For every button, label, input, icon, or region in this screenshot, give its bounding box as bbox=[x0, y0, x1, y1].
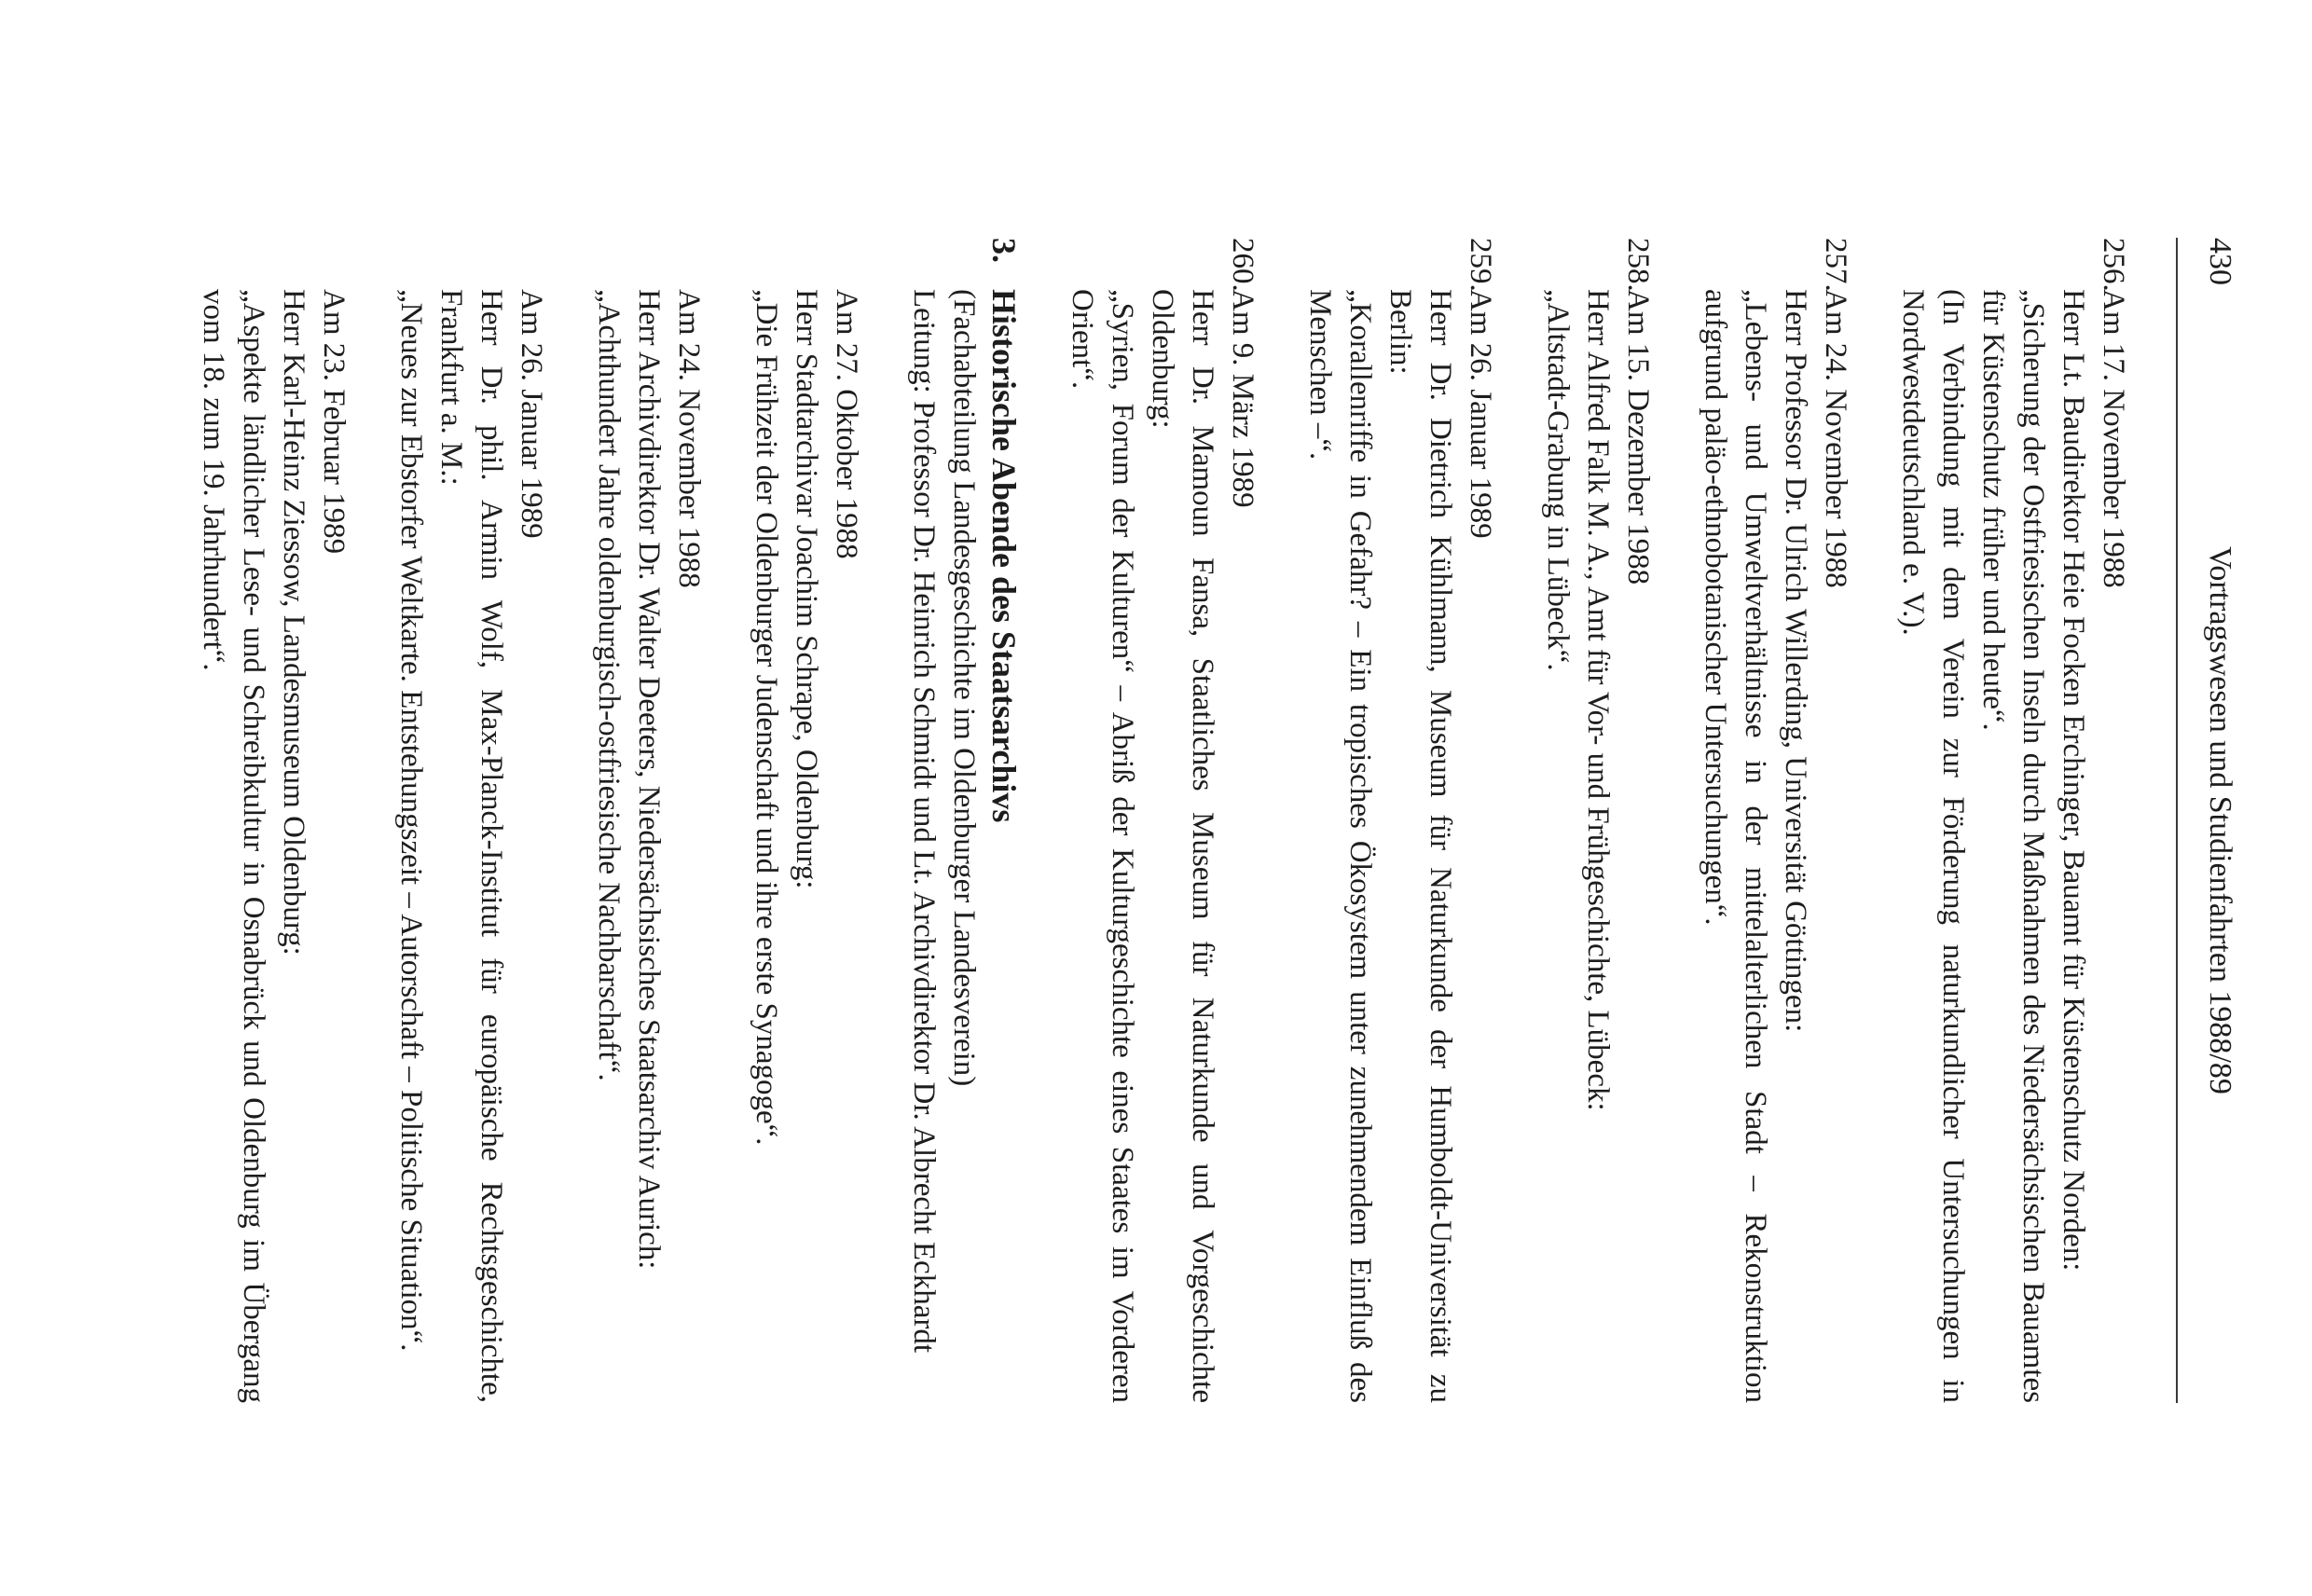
section-title: Historische Abende des Staatsarchivs bbox=[985, 289, 1023, 823]
talk-speaker: Herr Archivdirektor Dr. Walter Deeters, Niedersächsisches Staatsarchiv Aurich: bbox=[632, 289, 666, 1270]
section-number: 3. bbox=[985, 238, 1023, 263]
talk-speaker: Herr Dr. phil. Armin Wolf, Max-Planck-Institut für europäische Rechtsgeschichte, Frankfurt a. M.: bbox=[434, 289, 508, 1403]
lecture-entry-260 bbox=[1062, 238, 1262, 1403]
talk-title: „Die Frühzeit der Oldenburger Judenschaft und ihre erste Synagoge“. bbox=[750, 289, 783, 1146]
talk-date: Am 27. Oktober 1988 bbox=[830, 289, 863, 559]
section-heading bbox=[984, 238, 1025, 1403]
entry-title: „Lebens- und Umweltverhältnisse in der mittelalterlichen Stadt – Rekonstruktion aufgrund paläo-ethnobotanischer Untersuchungen“. bbox=[1699, 289, 1772, 1403]
entry-title: „Sicherung der Ostfriesischen Inseln durch Maßnahmen des Niedersächsischen Bauamtes für Küstenschutz früher und heute“. bbox=[1976, 289, 2050, 1403]
entry-date: Am 24. November 1988 bbox=[1819, 289, 1852, 588]
page-number: 430 bbox=[2203, 238, 2237, 285]
section-subtitle-line-2: Leitung: Professor Dr. Heinrich Schmidt und Lt. Archivdirektor Dr. Albrecht Eckhardt bbox=[907, 289, 941, 1354]
historical-talk-4 bbox=[193, 238, 353, 1403]
historical-talk-3 bbox=[391, 238, 551, 1403]
lecture-entry-259 bbox=[1300, 238, 1500, 1403]
talk-title: „Neues zur Ebstorfer Weltkarte. Entstehungszeit – Autorschaft – Politische Situation“. bbox=[394, 289, 428, 1352]
entry-note: (In Verbindung mit dem Verein zur Förderung naturkundlicher Untersuchungen in Nordwestdeutschland e. V.). bbox=[1896, 289, 1970, 1403]
page-content bbox=[156, 238, 2133, 1403]
entry-speaker: Herr Dr. Dietrich Kühlmann, Museum für Naturkunde der Humboldt-Universität zu Berlin: bbox=[1383, 289, 1457, 1403]
running-title: Vortragswesen und Studienfahrten 1988/89 bbox=[2203, 546, 2237, 1094]
entry-date: Am 17. November 1988 bbox=[2097, 289, 2130, 588]
entry-speaker: Herr Professor Dr. Ulrich Willerding, Universität Göttingen: bbox=[1779, 289, 1812, 1033]
talk-date: Am 23. Februar 1989 bbox=[317, 289, 351, 555]
entry-date: Am 26. Januar 1989 bbox=[1464, 289, 1497, 539]
page-header bbox=[2176, 238, 2247, 1403]
section-subtitle-line-1: (Fachabteilung Landesgeschichte im Oldenburger Landesverein) bbox=[947, 289, 981, 1087]
entry-date: Am 15. Dezember 1988 bbox=[1621, 289, 1655, 585]
entry-number: 256. bbox=[2097, 238, 2130, 292]
entry-speaker: Herr Alfred Falk M. A., Amt für Vor- und Frühgeschichte, Lübeck: bbox=[1581, 289, 1615, 1111]
entry-number: 258. bbox=[1621, 238, 1655, 292]
talk-title: „Aspekte ländlicher Lese- und Schreibkultur in Osnabrück und Oldenburg im Übergang vom 18. zum 19. Jahrhundert“. bbox=[197, 289, 270, 1403]
entry-title: „Korallenriffe in Gefahr? – Ein tropisches Ökosystem unter zunehmendem Einfluß des Menschen –“. bbox=[1303, 289, 1377, 1403]
talk-title: „Achthundert Jahre oldenburgisch-ostfriesische Nachbarschaft“. bbox=[592, 289, 626, 1081]
talk-date: Am 26. Januar 1989 bbox=[515, 289, 548, 539]
talk-date: Am 24. November 1988 bbox=[672, 289, 706, 588]
historical-talk-2 bbox=[588, 238, 709, 1403]
lecture-entry-257 bbox=[1695, 238, 1855, 1403]
entry-date: Am 9. März 1989 bbox=[1226, 289, 1259, 508]
entry-title: „Altstadt-Grabung in Lübeck“. bbox=[1541, 289, 1575, 671]
entry-speaker: Herr Lt. Baudirektor Heie Focken Erchinger, Bauamt für Küstenschutz Norden: bbox=[2057, 289, 2090, 1272]
lecture-entry-258 bbox=[1537, 238, 1658, 1403]
entry-number: 257. bbox=[1819, 238, 1852, 292]
entry-number: 260. bbox=[1226, 238, 1259, 292]
section-subtitle bbox=[903, 238, 984, 1403]
entry-number: 259. bbox=[1464, 238, 1497, 292]
entry-speaker: Herr Dr. Mamoun Fansa, Staatliches Museum für Naturkunde und Vorgeschichte Oldenburg: bbox=[1146, 289, 1219, 1403]
lecture-entry-256 bbox=[1892, 238, 2133, 1403]
talk-speaker: Herr Stadtarchivar Joachim Schrape, Oldenburg: bbox=[790, 289, 823, 889]
talk-speaker: Herr Karl-Heinz Ziessow, Landesmuseum Oldenburg: bbox=[277, 289, 310, 956]
historical-talk-1 bbox=[746, 238, 866, 1403]
entry-title: „Syrien, Forum der Kulturen“ – Abriß der Kulturgeschichte eines Staates im Vorderen Orient“. bbox=[1066, 289, 1139, 1403]
